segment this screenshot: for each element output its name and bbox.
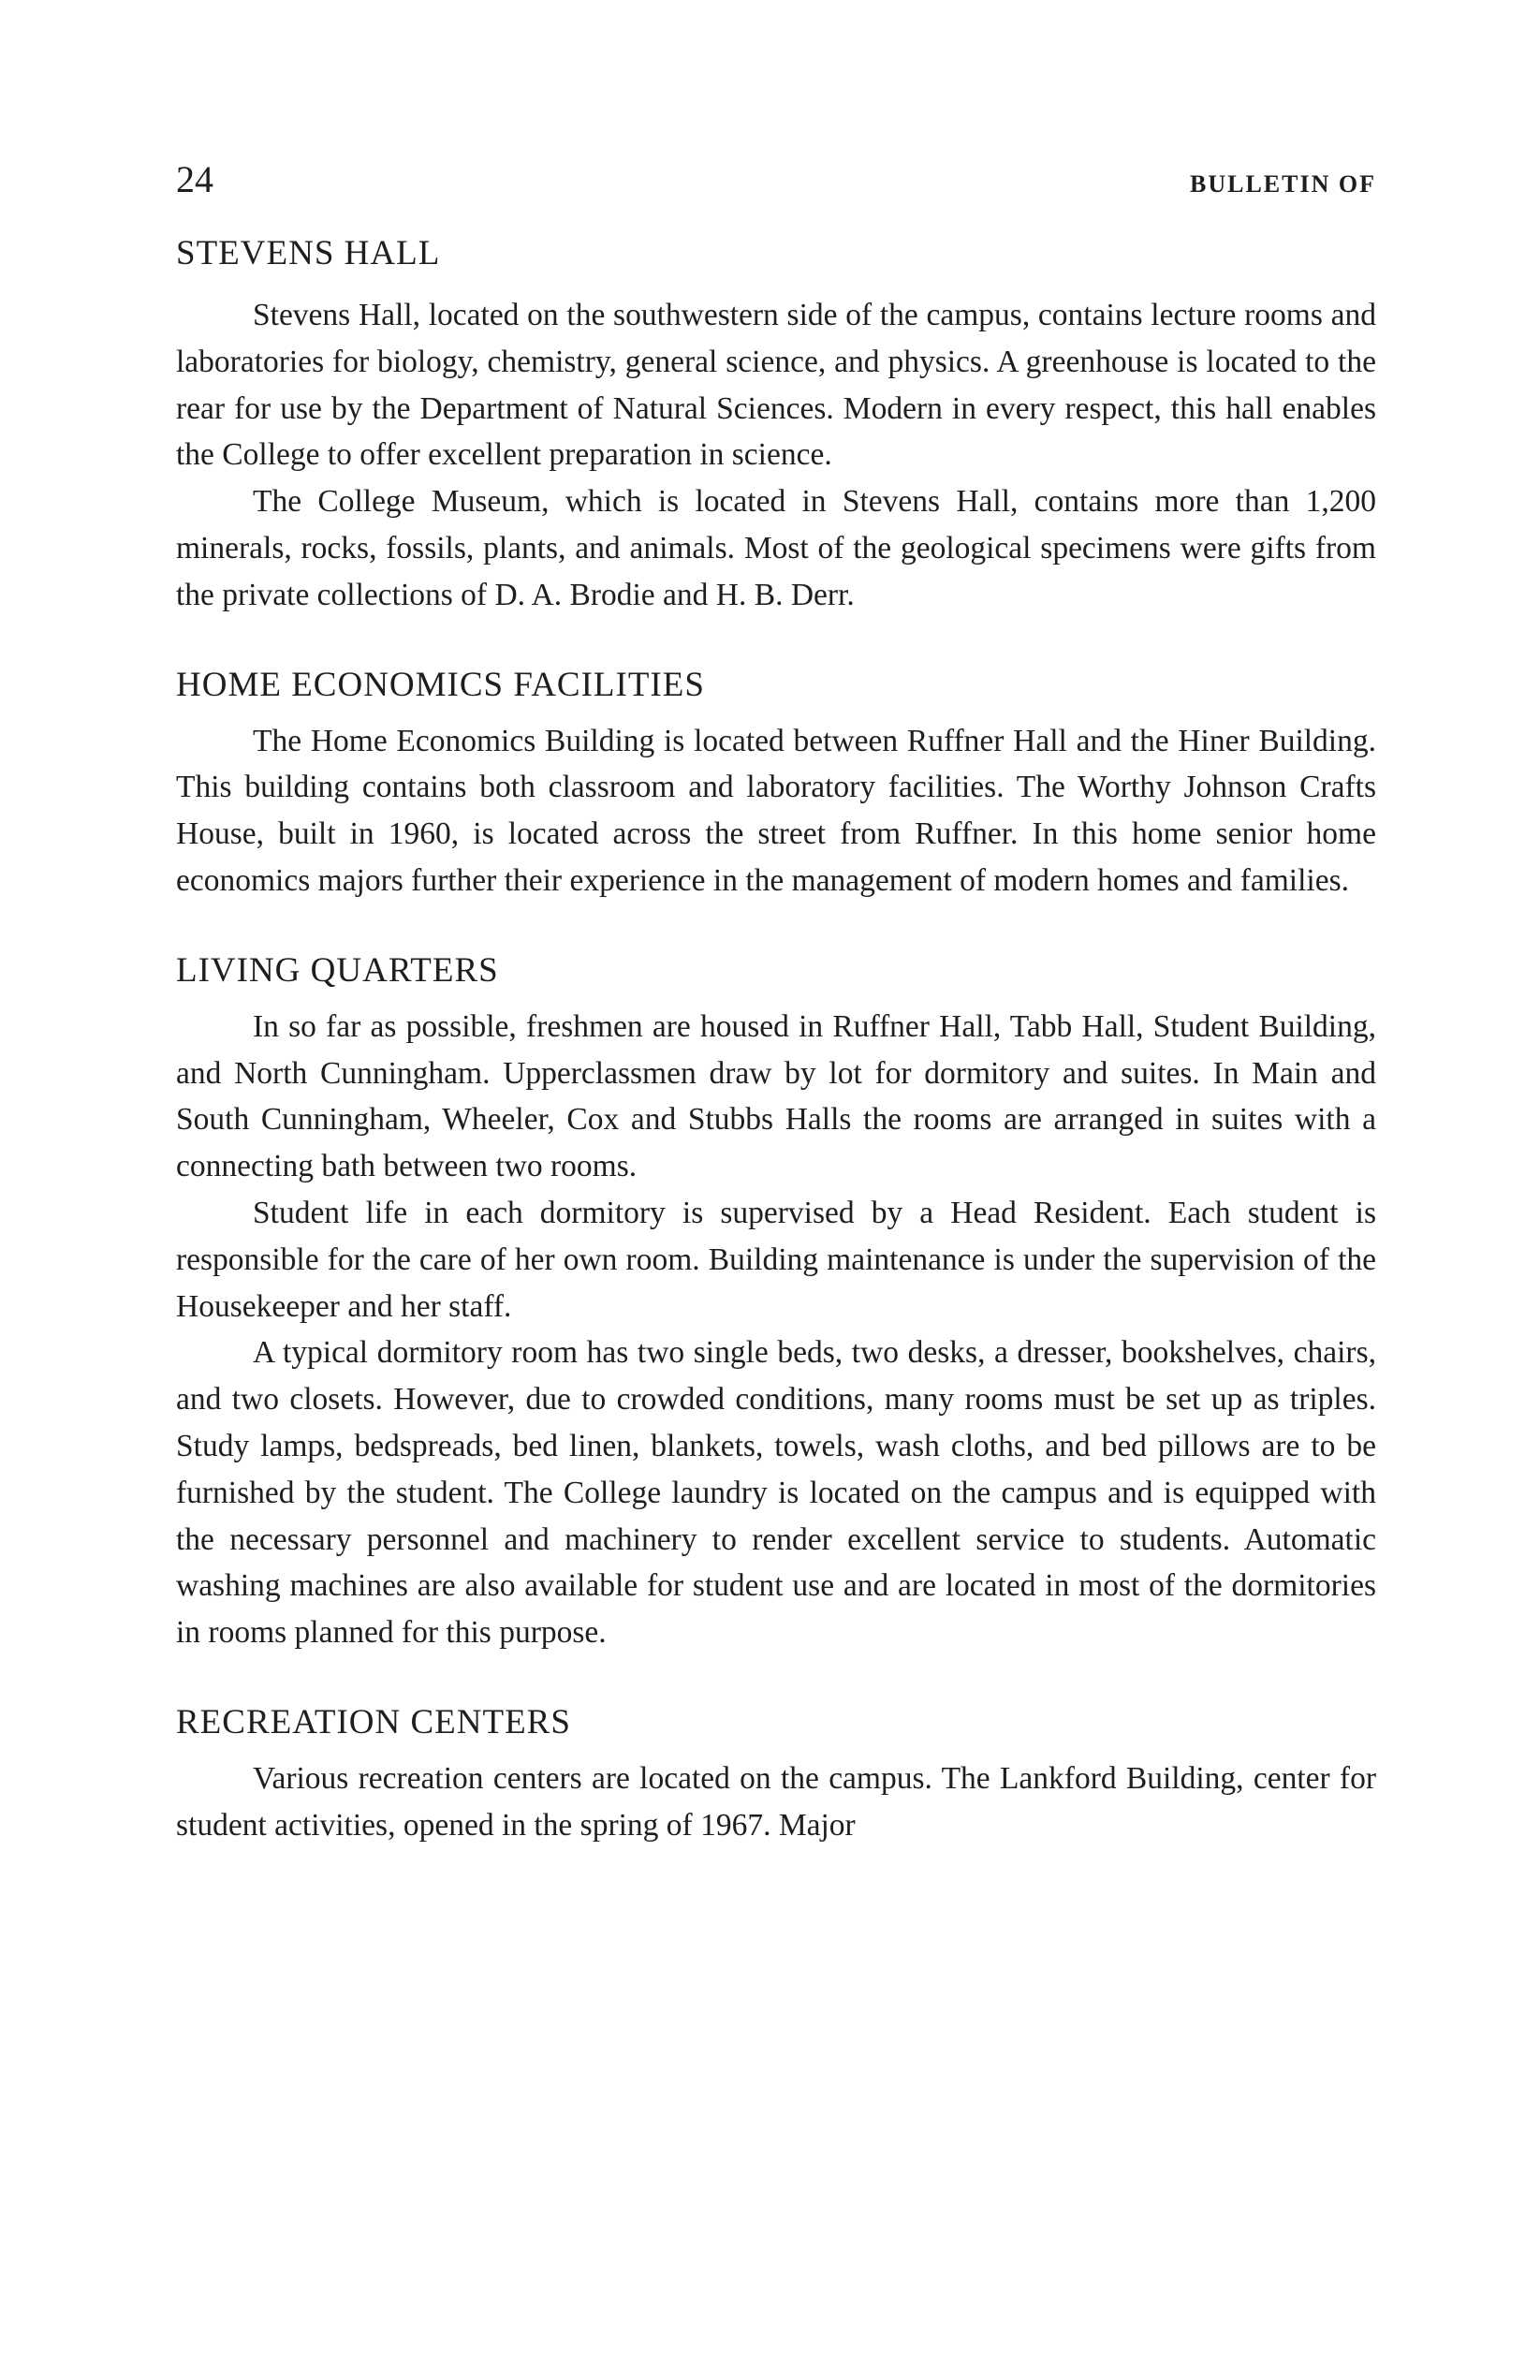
- section-heading: LIVING QUARTERS: [176, 950, 499, 990]
- section-heading: RECREATION CENTERS: [176, 1702, 571, 1741]
- running-title: BULLETIN OF: [1190, 170, 1376, 198]
- running-header: [176, 157, 1376, 223]
- paragraph: Student life in each dormitory is supervised by a Head Resident. Each student is responsible for the care of her own room. Building maintenance is under the supervision of the Housekeeper and her staff.: [176, 1195, 1376, 1324]
- section-recreation-centers: [176, 1697, 1376, 1849]
- section-heading: STEVENS HALL: [176, 234, 441, 272]
- section-heading: HOME ECONOMICS FACILITIES: [176, 665, 705, 704]
- section-spacer: [176, 904, 1376, 946]
- section-stevens-hall: [176, 228, 1376, 619]
- paragraph: Various recreation centers are located on the campus. The Lankford Building, center for student activities, opened in the spring of 1967. Major: [176, 1760, 1376, 1843]
- section-living-quarters: [176, 946, 1376, 1656]
- page-number: 24: [176, 158, 213, 200]
- section-spacer: [176, 619, 1376, 660]
- document-page: [176, 157, 1376, 1849]
- paragraph: A typical dormitory room has two single beds, two desks, a dresser, bookshelves, chairs, and two closets. However, due to crowded conditions, many rooms must be set up as triples. Study lamps, bedspreads, bed linen, blankets, towels, wash cloths, and bed pillows are to be furnished by the student. The College laundry is located on the campus and is equipped with the necessary personnel and machinery to render excellent service to students. Automatic washing machines are also available for student use and are located in most of the dormitories in rooms planned for this purpose.: [176, 1335, 1376, 1651]
- paragraph: The Home Economics Building is located between Ruffner Hall and the Hiner Building. This building contains both classroom and laboratory facilities. The Worthy Johnson Crafts House, built in 1960, is located across the street from Ruffner. In this home senior home economics majors further their experience in the management of modern homes and families.: [176, 723, 1376, 898]
- section-home-economics: [176, 660, 1376, 904]
- paragraph: Stevens Hall, located on the southwestern side of the campus, contains lecture rooms and laboratories for biology, chemistry, general science, and physics. A greenhouse is located to the rear for use by the Department of Natural Sciences. Modern in every respect, this hall enables the College to offer excellent preparation in science.: [176, 298, 1376, 473]
- paragraph: The College Museum, which is located in Stevens Hall, contains more than 1,200 minerals, rocks, fossils, plants, and animals. Most of the geological specimens were gifts from the private collections of D. A. Brodie and H. B. Derr.: [176, 484, 1376, 612]
- section-spacer: [176, 1656, 1376, 1697]
- paragraph: In so far as possible, freshmen are housed in Ruffner Hall, Tabb Hall, Student Building, and North Cunningham. Upperclassmen draw by lot for dormitory and suites. In Main and South Cunningham, Wheeler, Cox and Stubbs Halls the rooms are arranged in suites with a connecting bath between two rooms.: [176, 1008, 1376, 1184]
